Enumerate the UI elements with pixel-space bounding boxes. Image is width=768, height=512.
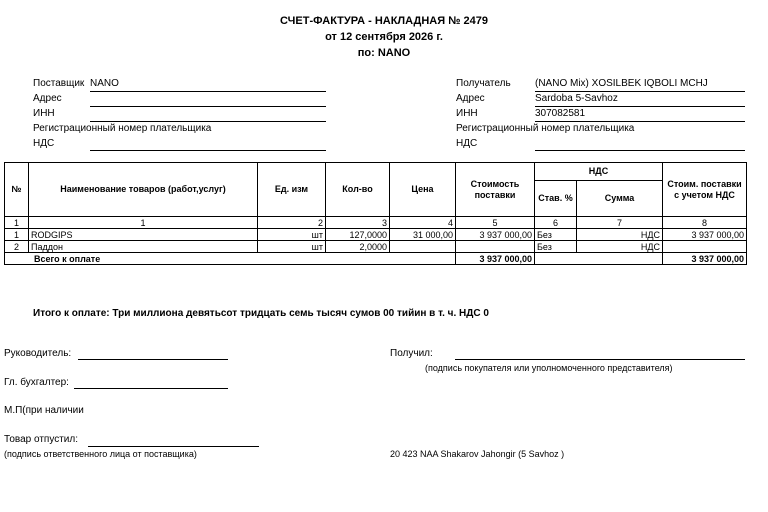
header-qty: Кол-во (326, 163, 390, 217)
row-unit: шт (258, 241, 326, 253)
released-sign-line (88, 446, 259, 447)
row-price (390, 241, 456, 253)
row-num: 1 (5, 229, 29, 241)
header-vat-rate: Став. % (535, 181, 577, 217)
supplier-vat-line (90, 150, 326, 151)
supplier-address-label: Адрес (33, 93, 62, 104)
received-sign-line (455, 359, 745, 360)
row-price: 31 000,00 (390, 229, 456, 241)
row-total (663, 241, 747, 253)
received-note: (подпись покупателя или уполномоченного представителя) (425, 363, 673, 373)
header-vat: НДС (535, 163, 663, 181)
supplier-vat-label: НДС (33, 138, 55, 149)
payment-summary: Итого к оплате: Три миллиона девятьсот тридцать семь тысяч сумов 00 тийин в т. ч. НДС 0 (33, 308, 489, 319)
total-label: Всего к оплате (5, 253, 456, 265)
recipient-address: Sardoba 5-Savhoz (535, 93, 618, 104)
col-number: 7 (577, 217, 663, 229)
total-vat-empty (535, 253, 663, 265)
invoice-po: по: NANO (357, 47, 411, 59)
supplier-inn-line (90, 121, 326, 122)
row-name: RODGIPS (29, 229, 258, 241)
col-number: 2 (258, 217, 326, 229)
recipient-vat-line (535, 150, 745, 151)
invoice-date: от 12 сентября 2026 г. (325, 31, 443, 43)
header-num: № (5, 163, 29, 217)
recipient-inn-label: ИНН (456, 108, 478, 119)
row-name: Паддон (29, 241, 258, 253)
supplier-name: NANO (90, 78, 119, 89)
accountant-label: Гл. бухгалтер: (4, 377, 69, 388)
header-price: Цена (390, 163, 456, 217)
col-number: 5 (456, 217, 535, 229)
col-number: 3 (326, 217, 390, 229)
total-sum: 3 937 000,00 (663, 253, 747, 265)
col-number: 1 (5, 217, 29, 229)
accountant-sign-line (74, 388, 228, 389)
recipient-inn-line (535, 121, 745, 122)
manager-sign-line (78, 359, 228, 360)
header-name: Наименование товаров (работ,услуг) (29, 163, 258, 217)
supplier-name-line (90, 91, 326, 92)
row-unit: шт (258, 229, 326, 241)
recipient-name-line (535, 91, 745, 92)
released-label: Товар отпустил: (4, 434, 78, 445)
row-vat-sum: НДС (577, 229, 663, 241)
row-vat-rate: Без (535, 229, 577, 241)
recipient-name: (NANO Mix) XOSILBEK IQBOLI MCHJ (535, 78, 708, 89)
recipient-reg-label: Регистрационный номер плательщика (456, 123, 635, 134)
row-cost: 3 937 000,00 (456, 229, 535, 241)
supplier-label: Поставщик (33, 78, 85, 89)
table-row (5, 229, 747, 241)
col-number: 8 (663, 217, 747, 229)
row-qty: 2,0000 (326, 241, 390, 253)
col-number: 1 (29, 217, 258, 229)
header-unit: Ед. изм (258, 163, 326, 217)
released-note: (подпись ответственного лица от поставщика) (4, 449, 197, 459)
row-vat-sum: НДС (577, 241, 663, 253)
row-qty: 127,0000 (326, 229, 390, 241)
supplier-inn-label: ИНН (33, 108, 55, 119)
row-vat-rate: Без (535, 241, 577, 253)
header-total: Стоим. поставки с учетом НДС (663, 163, 747, 217)
row-cost (456, 241, 535, 253)
row-total: 3 937 000,00 (663, 229, 747, 241)
supplier-reg-label: Регистрационный номер плательщика (33, 123, 212, 134)
total-cost: 3 937 000,00 (456, 253, 535, 265)
row-num: 2 (5, 241, 29, 253)
recipient-inn: 307082581 (535, 108, 586, 119)
recipient-label: Получатель (456, 78, 511, 89)
recipient-vat-label: НДС (456, 138, 478, 149)
recipient-address-line (535, 106, 745, 107)
table-row (5, 241, 747, 253)
column-number-row (5, 217, 747, 229)
received-label: Получил: (390, 348, 433, 359)
reference-text: 20 423 NAA Shakarov Jahongir (5 Savhoz ) (390, 449, 565, 459)
manager-label: Руководитель: (4, 348, 72, 359)
col-number: 4 (390, 217, 456, 229)
supplier-address-line (90, 106, 326, 107)
invoice-title: СЧЕТ-ФАКТУРА - НАКЛАДНАЯ № 2479 (280, 15, 488, 27)
header-cost: Стоимость поставки (456, 163, 535, 217)
goods-table (4, 162, 747, 265)
header-vat-sum: Сумма (577, 181, 663, 217)
stamp-label: М.П(при наличии (4, 405, 84, 416)
col-number: 6 (535, 217, 577, 229)
total-row (5, 253, 747, 265)
recipient-address-label: Адрес (456, 93, 485, 104)
